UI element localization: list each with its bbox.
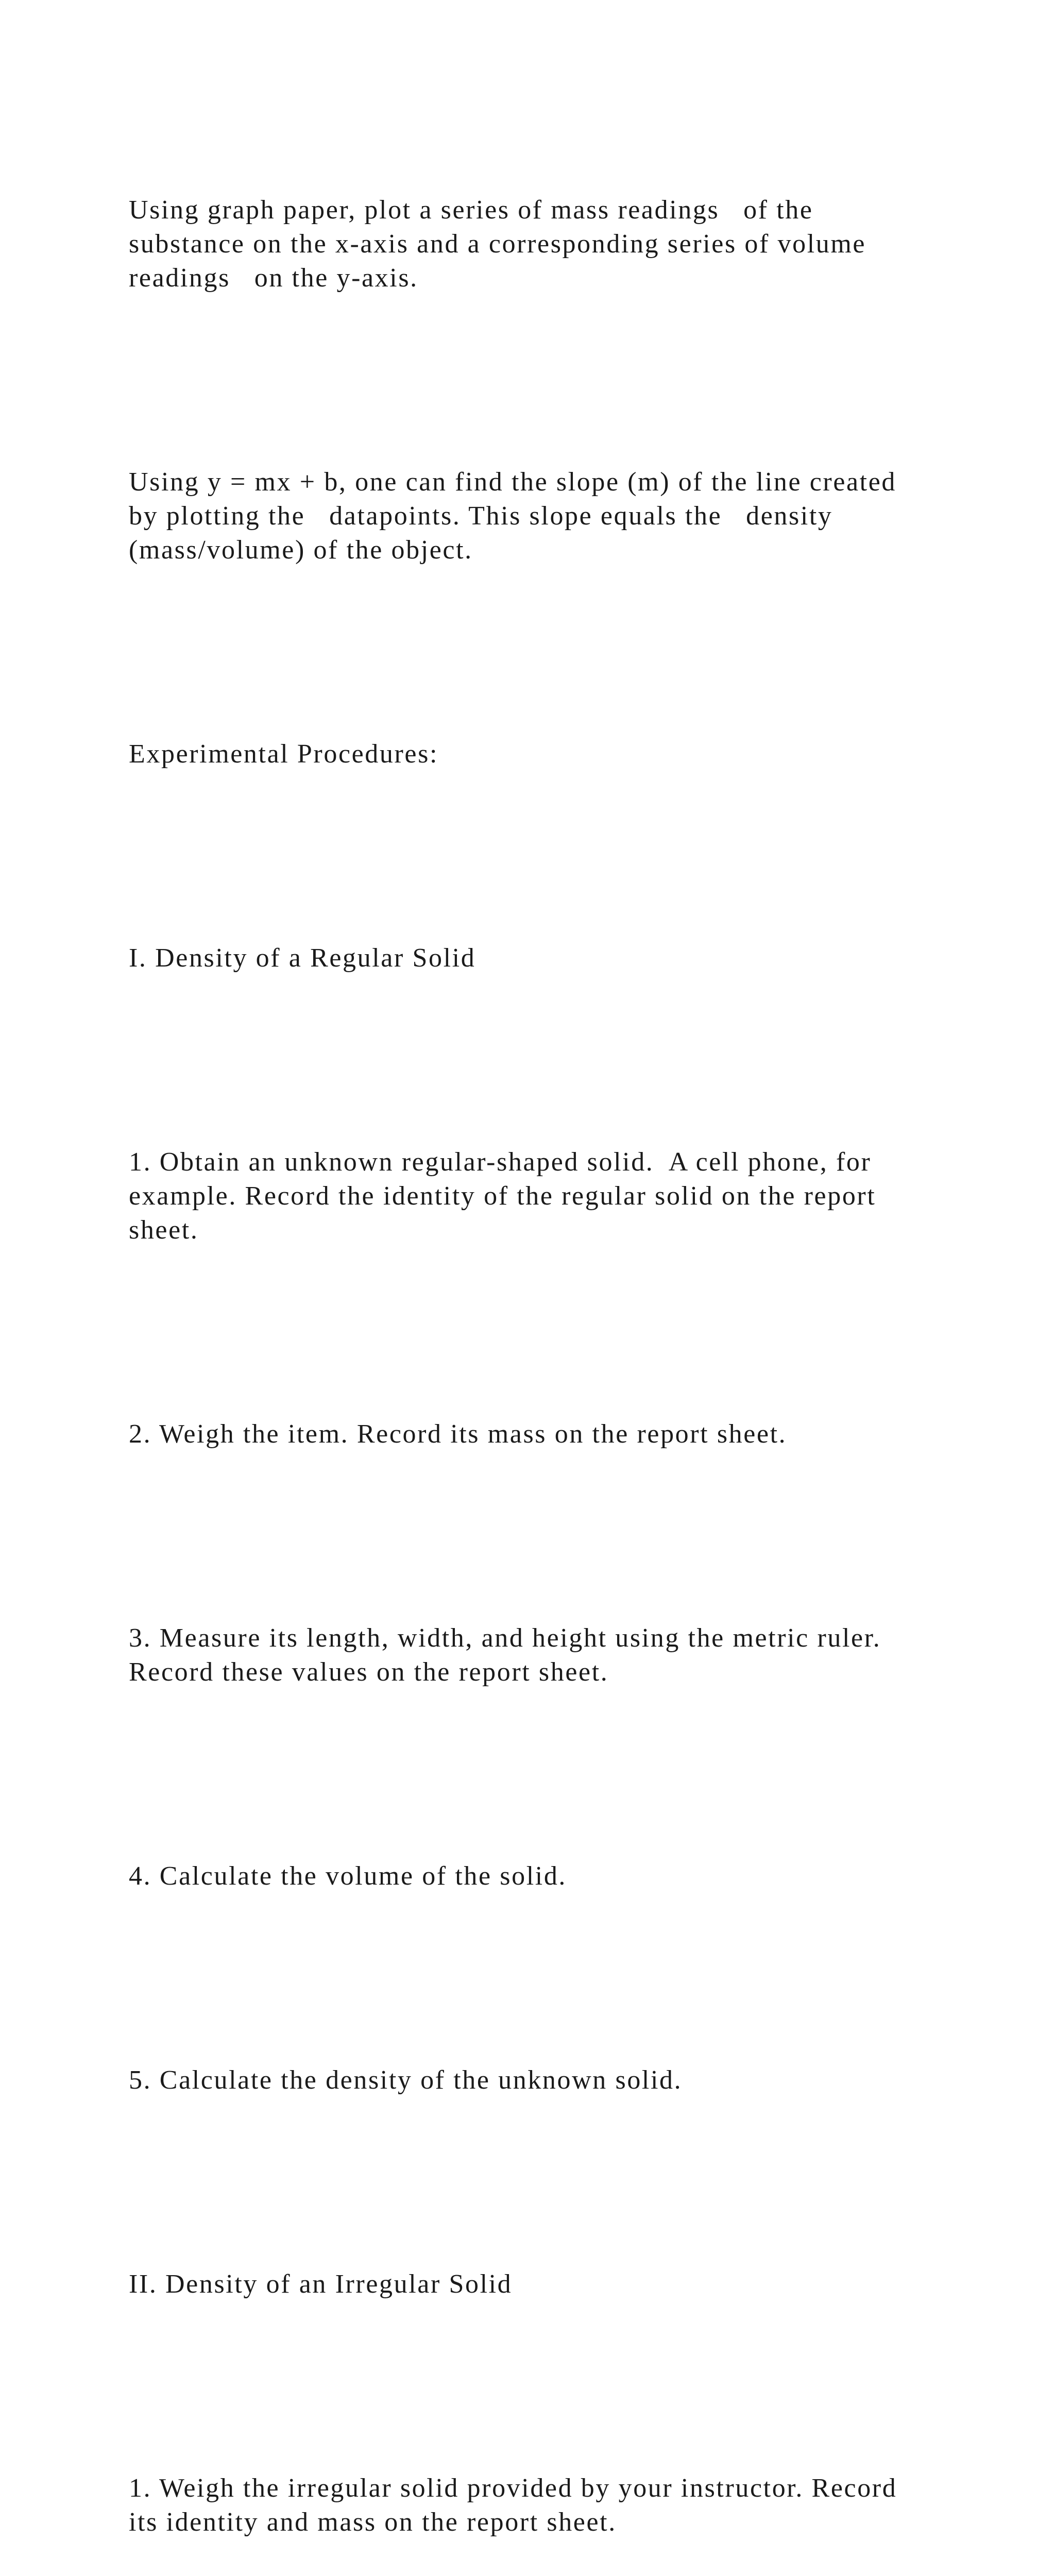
text-line: sheet.	[129, 1215, 199, 1245]
part-2-heading	[129, 2199, 963, 2369]
intro-paragraph-2	[129, 397, 963, 635]
text-line: 4. Calculate the volume of the solid.	[129, 1861, 567, 1891]
part-2-step-1	[129, 2403, 963, 2576]
text-line: 3. Measure its length, width, and height using the metric ruler.	[129, 1623, 881, 1653]
text-line: 5. Calculate the density of the unknown solid.	[129, 2065, 683, 2095]
text-line: Using y = mx + b, one can find the slope (m) of the line created	[129, 467, 897, 497]
text-line: 1. Weigh the irregular solid provided by your instructor. Record	[129, 2473, 897, 2503]
part-1-step-1	[129, 1077, 963, 1315]
text-line: example. Record the identity of the regular solid on the report	[129, 1181, 876, 1211]
text-line: by plotting the datapoints. This slope equals the density	[129, 501, 833, 531]
part-1-step-4	[129, 1791, 963, 1961]
intro-paragraph-1	[129, 125, 963, 363]
part-1-heading-text: I. Density of a Regular Solid	[129, 943, 476, 973]
part-1-step-5	[129, 1995, 963, 2165]
part-1-heading	[129, 873, 963, 1043]
part-1-step-3	[129, 1553, 963, 1757]
text-line: (mass/volume) of the object.	[129, 535, 473, 565]
text-line: Using graph paper, plot a series of mass readings of the	[129, 195, 813, 225]
section-heading-text: Experimental Procedures:	[129, 739, 438, 769]
text-line: 1. Obtain an unknown regular-shaped solid. A cell phone, for	[129, 1147, 872, 1177]
text-line: substance on the x-axis and a corresponding series of volume	[129, 229, 866, 259]
text-line: 2. Weigh the item. Record its mass on the report sheet.	[129, 1419, 787, 1449]
part-2-heading-text: II. Density of an Irregular Solid	[129, 2269, 513, 2299]
document-body	[129, 125, 963, 2576]
text-line: Record these values on the report sheet.	[129, 1657, 609, 1687]
section-heading	[129, 669, 963, 839]
text-line: its identity and mass on the report sheet.	[129, 2507, 617, 2537]
text-line: readings on the y-axis.	[129, 263, 418, 293]
part-1-step-2	[129, 1349, 963, 1519]
